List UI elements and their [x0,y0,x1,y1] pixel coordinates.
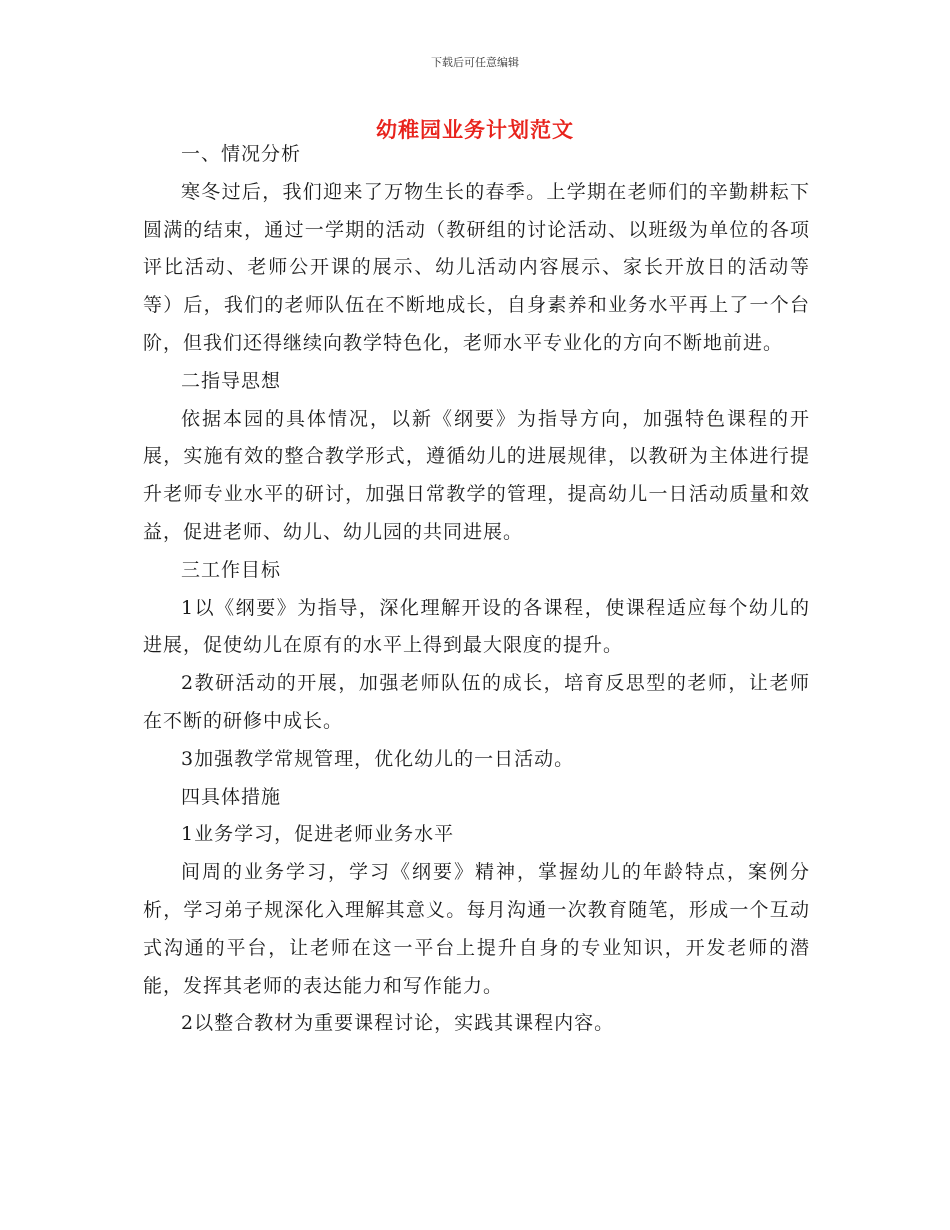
goal-item-1: 1以《纲要》为指导，深化理解开设的各课程，使课程适应每个幼儿的进展，促使幼儿在原有的水平上得到最大限度的提升。 [143,596,810,657]
paragraph-guidance: 依据本园的具体情况，以新《纲要》为指导方向，加强特色课程的开展，实施有效的整合教学形式，遵循幼儿的进展规律，以教研为主体进行提升老师专业水平的研讨，加强日常教学的管理，提高幼儿一日活动质量和效益，促进老师、幼儿、幼儿园的共同进展。 [143,407,810,543]
measure-heading-1: 1业务学习，促进老师业务水平 [181,823,455,846]
measure-heading-2: 2以整合教材为重要课程讨论，实践其课程内容。 [181,1012,615,1035]
goal-item-2: 2教研活动的开展，加强老师队伍的成长，培育反思型的老师，让老师在不断的研修中成长。 [143,672,810,732]
section-heading-guidance: 二指导思想 [181,369,282,392]
paragraph-situation: 寒冬过后，我们迎来了万物生长的春季。上学期在老师们的辛勤耕耘下圆满的结束，通过一学期的活动（教研组的讨论活动、以班级为单位的各项评比活动、老师公开课的展示、幼儿活动内容展示、家长开放日的活动等等）后，我们的老师队伍在不断地成长，自身素养和业务水平再上了一个台阶，但我们还得继续向教学特色化，老师水平专业化的方向不断地前进。 [143,180,810,354]
section-heading-situation: 一、情况分析 [181,143,302,165]
document-title: 幼稚园业务计划范文 [376,118,574,142]
goal-item-3: 3加强教学常规管理，优化幼儿的一日活动。 [181,747,575,770]
page-header-note: 下载后可任意编辑 [431,56,519,69]
section-heading-measures: 四具体措施 [181,785,282,808]
document-body [143,136,810,1043]
section-heading-goals: 三工作目标 [181,558,282,581]
measure-paragraph-1: 间周的业务学习，学习《纲要》精神，掌握幼儿的年龄特点，案例分析，学习弟子规深化入理解其意义。每月沟通一次教育随笔，形成一个互动式沟通的平台，让老师在这一平台上提升自身的专业知识，开发老师的潜能，发挥其老师的表达能力和写作能力。 [143,861,810,997]
